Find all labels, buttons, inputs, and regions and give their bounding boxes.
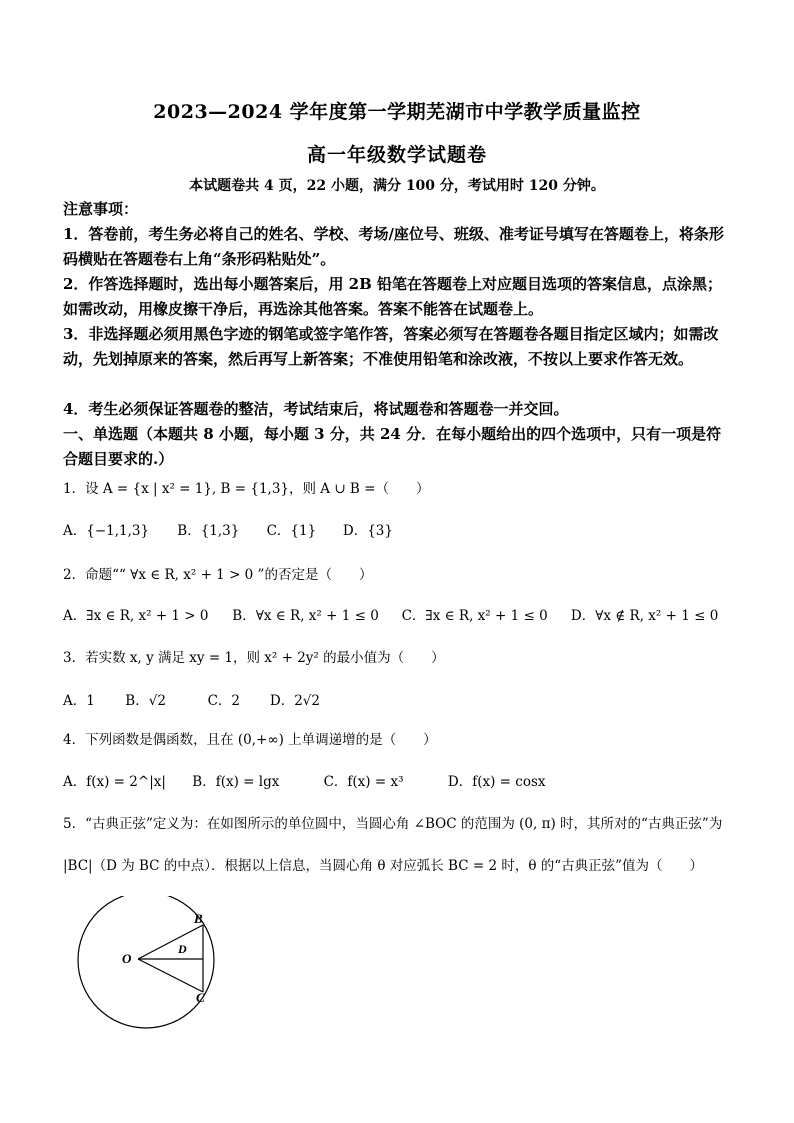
- question-3-options: [63, 690, 320, 712]
- option-d: D．2√2: [269, 693, 320, 709]
- option-c: C．{1}: [266, 523, 317, 539]
- option-b: B．{1,3}: [177, 523, 240, 539]
- option-c: C．∃x ∈ R, x² + 1 ≤ 0: [401, 608, 548, 624]
- option-b: B．∀x ∈ R, x² + 1 ≤ 0: [232, 608, 379, 624]
- label-c: C: [196, 990, 205, 1005]
- question-2-options: [63, 605, 718, 627]
- option-a: A．∃x ∈ R, x² + 1 > 0: [63, 608, 209, 624]
- option-a: A．1: [63, 693, 95, 709]
- option-d: D．∀x ∉ R, x² + 1 ≤ 0: [570, 608, 719, 624]
- option-c: C．2: [207, 693, 241, 709]
- label-d: D: [178, 942, 187, 956]
- label-b: B: [194, 911, 203, 926]
- option-a: A．{−1,1,3}: [63, 523, 150, 539]
- option-a: A．f(x) = 2^|x|: [63, 774, 166, 790]
- radius-oc: [138, 959, 203, 992]
- option-d: D．{3}: [342, 523, 393, 539]
- exam-subtitle: 高一年级数学试题卷: [306, 144, 487, 166]
- unit-circle-diagram: [66, 896, 226, 1036]
- note-item-4: 4．考生必须保证答题卷的整洁，考试结束后，将试题卷和答题卷一并交回。: [63, 400, 569, 418]
- option-b: B．√2: [125, 693, 166, 709]
- question-5-stem-continued: |BC|（D 为 BC 的中点）．根据以上信息，当圆心角 θ 对应弧长 BC = 2 时，θ 的“古典正弦”值为（ ）: [63, 858, 704, 874]
- option-b: B．f(x) = lgx: [192, 774, 280, 790]
- question-2-stem: 2．命题““ ∀x ∈ R, x² + 1 > 0 ”的否定是（ ）: [63, 567, 373, 583]
- question-4-options: [63, 771, 545, 793]
- section-heading: 一、单选题（本题共 8 小题，每小题 3 分，共 24 分．在每小题给出的四个选项中，只有一项是符合题目要求的.）: [63, 425, 722, 468]
- exam-info: 本试题卷共 4 页，22 小题，满分 100 分，考试用时 120 分钟。: [189, 178, 605, 194]
- note-item-1: 1．答卷前，考生务必将自己的姓名、学校、考场/座位号、班级、准考证号填写在答题卷上，将条形码横贴在答题卷右上角“条形码粘贴处”。: [63, 225, 724, 268]
- option-d: D．f(x) = cosx: [447, 774, 546, 790]
- option-c: C．f(x) = x³: [323, 774, 404, 790]
- label-o: O: [122, 951, 132, 966]
- question-1-stem: 1．设 A = {x | x² = 1}, B = {1,3}，则 A ∪ B =（ ）: [63, 481, 430, 497]
- radius-ob: [138, 925, 203, 959]
- question-4-stem: 4．下列函数是偶函数，且在 (0,+∞) 上单调递增的是（ ）: [63, 732, 437, 748]
- question-1-options: [63, 520, 393, 542]
- note-item-2: 2．作答选择题时，选出每小题答案后，用 2B 铅笔在答题卷上对应题目选项的答案信息，点涂黑；如需改动，用橡皮擦干净后，再选涂其他答案。答案不能答在试题卷上。: [63, 275, 723, 318]
- question-5-stem: 5．“古典正弦”定义为：在如图所示的单位圆中，当圆心角 ∠BOC 的范围为 (0, π) 时，其所对的“古典正弦”为: [63, 816, 723, 832]
- question-3-stem: 3．若实数 x, y 满足 xy = 1，则 x² + 2y² 的最小值为（ ）: [63, 650, 445, 666]
- notes-heading: 注意事项：: [63, 200, 139, 218]
- exam-title: 2023—2024 学年度第一学期芜湖市中学教学质量监控: [153, 101, 641, 123]
- note-item-3: 3．非选择题必须用黑色字迹的钢笔或签字笔作答，答案必须写在答题卷各题目指定区域内；如需改动，先划掉原来的答案，然后再写上新答案；不准使用铅笔和涂改液，不按以上要求作答无效。: [63, 325, 719, 368]
